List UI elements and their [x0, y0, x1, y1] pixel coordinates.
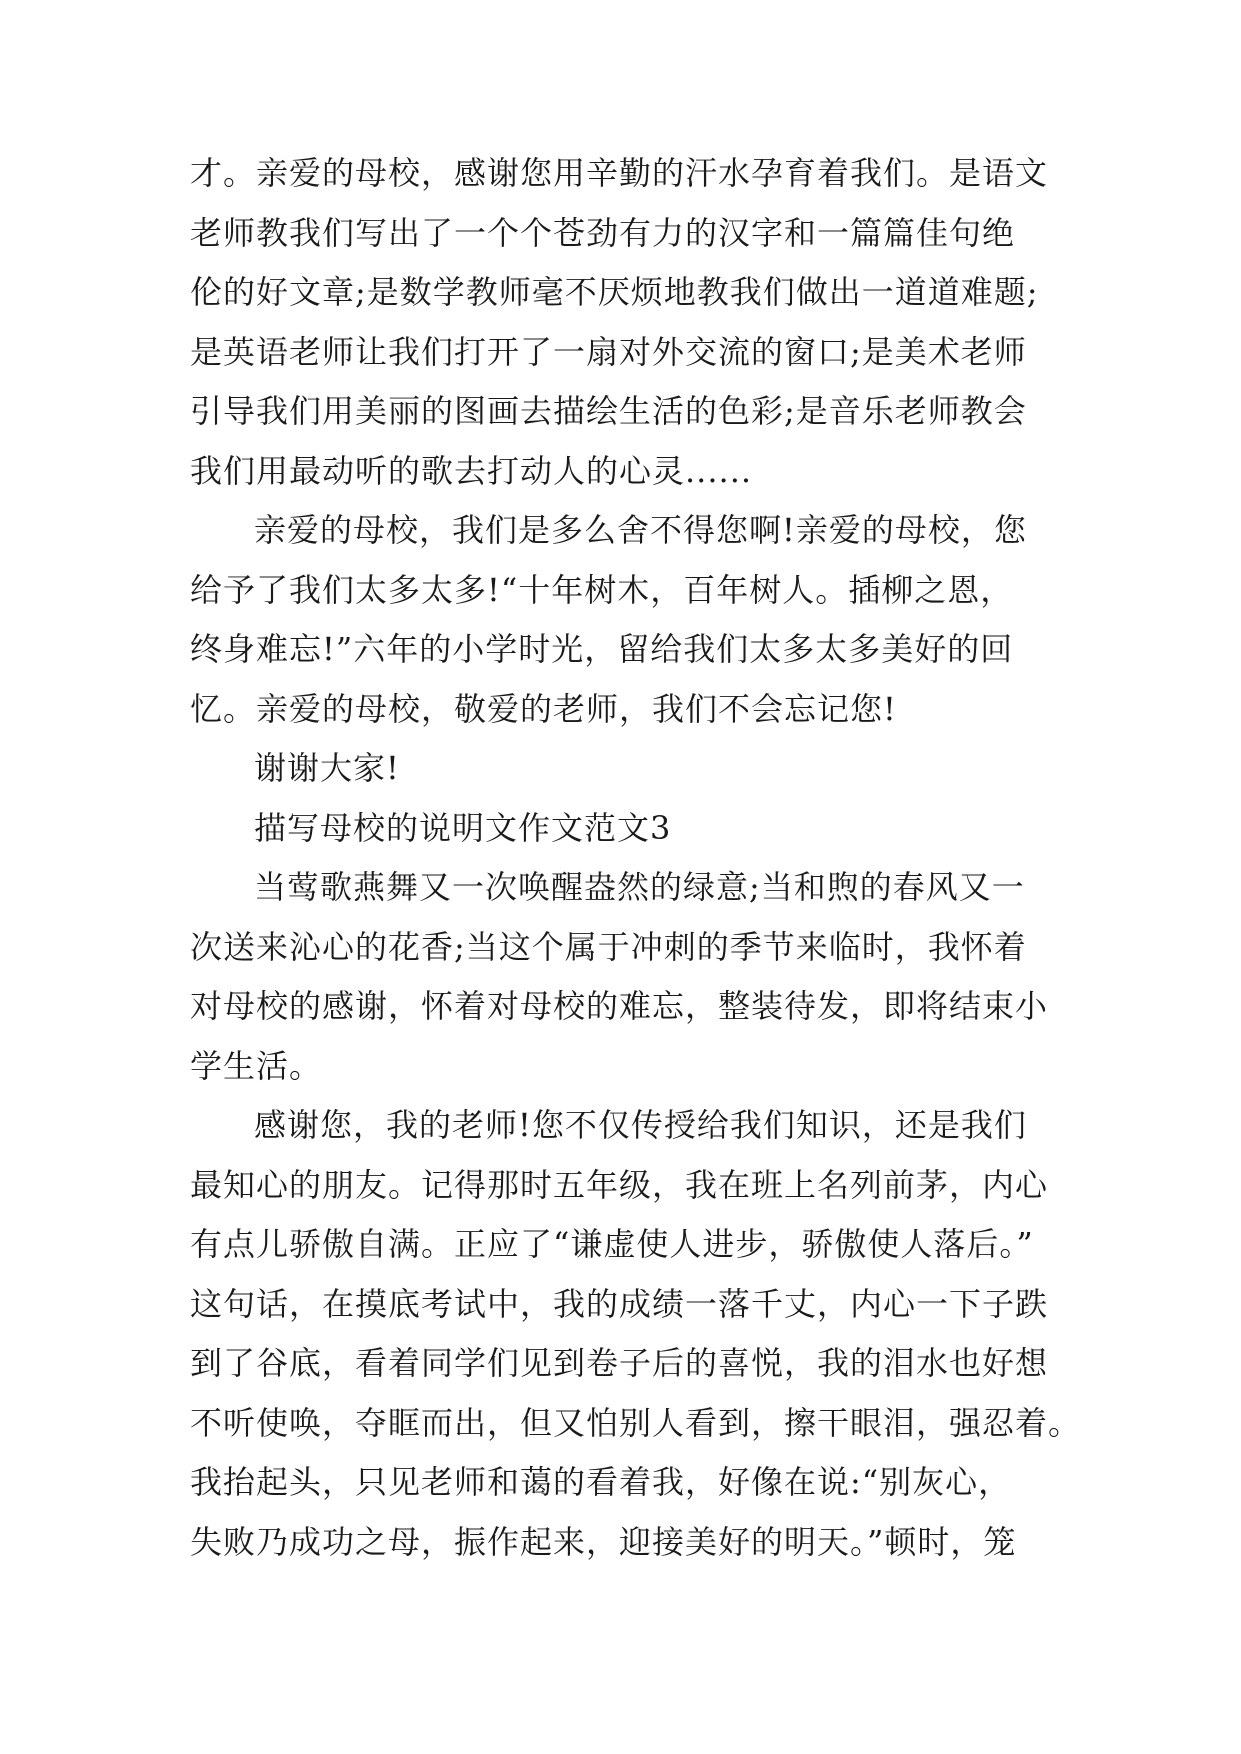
text-line: 不听使唤，夺眶而出，但又怕别人看到，擦干眼泪，强忍着。 — [190, 1403, 1082, 1442]
paragraph-first-line: 感谢您，我的老师!您不仅传授给我们知识，还是我们 — [254, 1106, 1027, 1144]
text-line: 次送来沁心的花香;当这个属于冲刺的季节来临时，我怀着 — [190, 927, 1027, 966]
text-line: 学生活。 — [190, 1046, 323, 1085]
text-line: 终身难忘!”六年的小学时光，留给我们太多太多美好的回 — [190, 630, 1014, 668]
text-line: 我抬起头，只见老师和蔼的看着我，好像在说:“别灰心， — [190, 1463, 1012, 1501]
text-line: 伦的好文章;是数学教师毫不厌烦地教我们做出一道道难题; — [190, 273, 1039, 311]
text-line: 有点儿骄傲自满。正应了“谦虚使人进步，骄傲使人落后。” — [190, 1225, 1034, 1263]
text-line: 到了谷底，看着同学们见到卷子后的喜悦，我的泪水也好想 — [190, 1344, 1049, 1382]
text-line: 对母校的感谢，怀着对母校的难忘，整装待发，即将结束小 — [190, 987, 1049, 1025]
text-line: 我们用最动听的歌去打动人的心灵...... — [190, 451, 753, 490]
text-line: 引导我们用美丽的图画去描绘生活的色彩;是音乐老师教会 — [190, 392, 1027, 430]
text-line: 失败乃成功之母，振作起来，迎接美好的明天。”顿时，笼 — [190, 1522, 1017, 1561]
text-line: 才。亲爱的母校，感谢您用辛勤的汗水孕育着我们。是语文 — [190, 154, 1049, 192]
paragraph-first-line: 亲爱的母校，我们是多么舍不得您啊!亲爱的母校，您 — [254, 511, 1027, 549]
text-line: 最知心的朋友。记得那时五年级，我在班上名列前茅，内心 — [190, 1165, 1049, 1204]
text-line: 老师教我们写出了一个个苍劲有力的汉字和一篇篇佳句绝 — [190, 213, 1016, 252]
text-line: 是英语老师让我们打开了一扇对外交流的窗口;是美术老师 — [190, 332, 1027, 371]
text-line: 忆。亲爱的母校，敬爱的老师，我们不会忘记您! — [190, 689, 897, 728]
paragraph-first-line: 当莺歌燕舞又一次唤醒盎然的绿意;当和煦的春风又一 — [254, 868, 1025, 906]
text-line: 这句话，在摸底考试中，我的成绩一落千丈，内心一下子跌 — [190, 1284, 1049, 1323]
section-heading: 描写母校的说明文作文范文3 — [254, 808, 672, 847]
closing-line: 谢谢大家! — [254, 749, 400, 787]
text-line: 给予了我们太多太多!“十年树木，百年树人。插柳之恩， — [190, 570, 1014, 609]
